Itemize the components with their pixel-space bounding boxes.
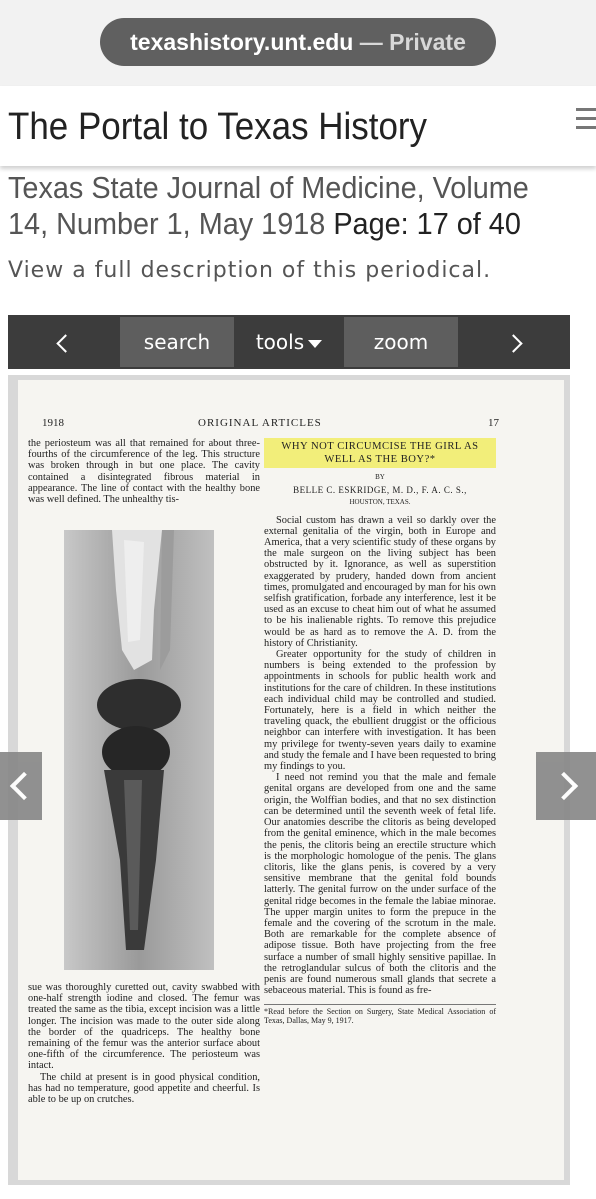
search-button[interactable]: search [120, 317, 234, 367]
left-column-bottom [28, 982, 260, 1105]
document-name[interactable]: Texas State Journal of Medicine, Volume 14, Number 1, May 1918 [8, 170, 529, 241]
page-header-section: ORIGINAL ARTICLES [198, 417, 322, 429]
browser-chrome [0, 0, 596, 86]
tools-button[interactable] [234, 317, 344, 367]
chevron-left-icon [56, 334, 74, 352]
left-paragraph-2: The child at present is in good physical condition, has had no temperature, good appetite and cheerful. Is able to be up on crutches. [28, 1071, 260, 1106]
page-viewer[interactable] [8, 375, 570, 1185]
zoom-button[interactable]: zoom [344, 317, 458, 367]
article-location: HOUSTON, TEXAS. [349, 498, 411, 507]
article-paragraph-1: Social custom has drawn a veil so darkly over the external genitalia of the virgin, both in Europe and America, that a very scientific study of these organs by the male surgeon on the living subject has been obstructed by it. Ignorance, as well as superstition exaggerated by prudery, handed down from ancient times, promulgated and encouraged by man for his own selfish gratification, forbade any interference, lest it be used as an excuse to cheat him out of what he assumed to be his inalienable rights. To remove this prejudice would be as hard as to remove the A. D. from the history of Christianity. [264, 514, 496, 649]
tools-label: tools [255, 330, 305, 354]
url-separator: — [359, 29, 383, 55]
article-author: BELLE C. ESKRIDGE, M. D., F. A. C. S., [293, 485, 467, 496]
description-link[interactable]: View a full description of this periodical. [8, 258, 492, 283]
scanned-page [18, 380, 564, 1180]
article-paragraph-3: I need not remind you that the male and female genital organs are developed from one and the same origin, the Wolffian bodies, and that no sex distinction can be determined until the seventh week of fetal life. Our anatomies describe the clitoris as being developed from the genital eminence, which in the male becomes the penis, the clitoris being an erectile structure which is the morphologic homologue of the penis. The glans clitoris, like the glans penis, is covered by a very sensitive membrane that the genital fold bounds latterly. The genital furrow on the under surface of the genital ridge becomes in the female the labiae minorae. The upper margin unites to form the prepuce in the female and the covering of the scrotum in the male. Both are remarkable for the complete absence of adipose tissue. Both have projecting from the free surface a number of small highly sensitive papillae. In the retroglandular sulcus of both the clitoris and the penis are found numerous small glands that secrete a sebaceous material. This is found as fre- [264, 772, 496, 997]
document-title [8, 170, 547, 242]
page-header-number: 17 [488, 417, 499, 429]
chevron-right-icon [504, 334, 522, 352]
footnote: *Read before the Section on Surgery, State Medical Association of Texas, Dallas, May 9, 1917. [264, 1004, 496, 1025]
site-header [0, 86, 596, 166]
page-indicator: Page: 17 of 40 [333, 206, 521, 241]
next-page-overlay[interactable] [536, 752, 596, 820]
chevron-left-icon [10, 772, 38, 800]
next-page-button[interactable] [458, 317, 568, 367]
caret-down-icon [308, 340, 322, 348]
left-paragraph-1: sue was thoroughly curetted out, cavity swabbed with one-half strength iodine and closed. The femur was treated the same as the tibia, except incision was a little longer. The incision was made to the outer side along the border of the quadriceps. The healthy bone remaining of the femur was the anterior surface about one-fifth of the circumference. The periosteum was intact. [28, 982, 260, 1072]
article-paragraph-2: Greater opportunity for the study of children in numbers is being extended to the profession by appointments in schools for public health work and institutions for the care of children. In these institutions each individual child may be controlled and studied. Fortunately, here is a field in which neither the traveling quack, the ebullient druggist or the officious neighbor can interfere with investigation. It has been my privilege for twenty-seven years daily to examine and study the female and I have been requested to bring my findings to you. [264, 649, 496, 773]
private-mode-label: Private [389, 29, 466, 55]
page-header-year: 1918 [42, 417, 64, 429]
previous-page-button[interactable] [10, 317, 120, 367]
chevron-right-icon [550, 772, 578, 800]
address-bar[interactable] [100, 18, 496, 66]
hamburger-menu-icon[interactable] [576, 108, 596, 130]
left-column-top: the periosteum was all that remained for about three-fourths of the circumference of the leg. This structure was broken through in but one place. The cavity contained a disintegrated fibrous material in appearance. The line of contact with the healthy bone was well defined. The unhealthy tis- [28, 438, 260, 506]
viewer-toolbar [8, 315, 570, 369]
article-title-highlighted: WHY NOT CIRCUMCISE THE GIRL AS WELL AS THE BOY?* [264, 438, 496, 468]
site-title[interactable]: The Portal to Texas History [8, 106, 428, 148]
byline-by: BY [375, 473, 385, 481]
right-column [264, 438, 496, 1025]
xray-image [64, 530, 214, 970]
previous-page-overlay[interactable] [0, 752, 42, 820]
url-host: texashistory.unt.edu [130, 29, 354, 55]
